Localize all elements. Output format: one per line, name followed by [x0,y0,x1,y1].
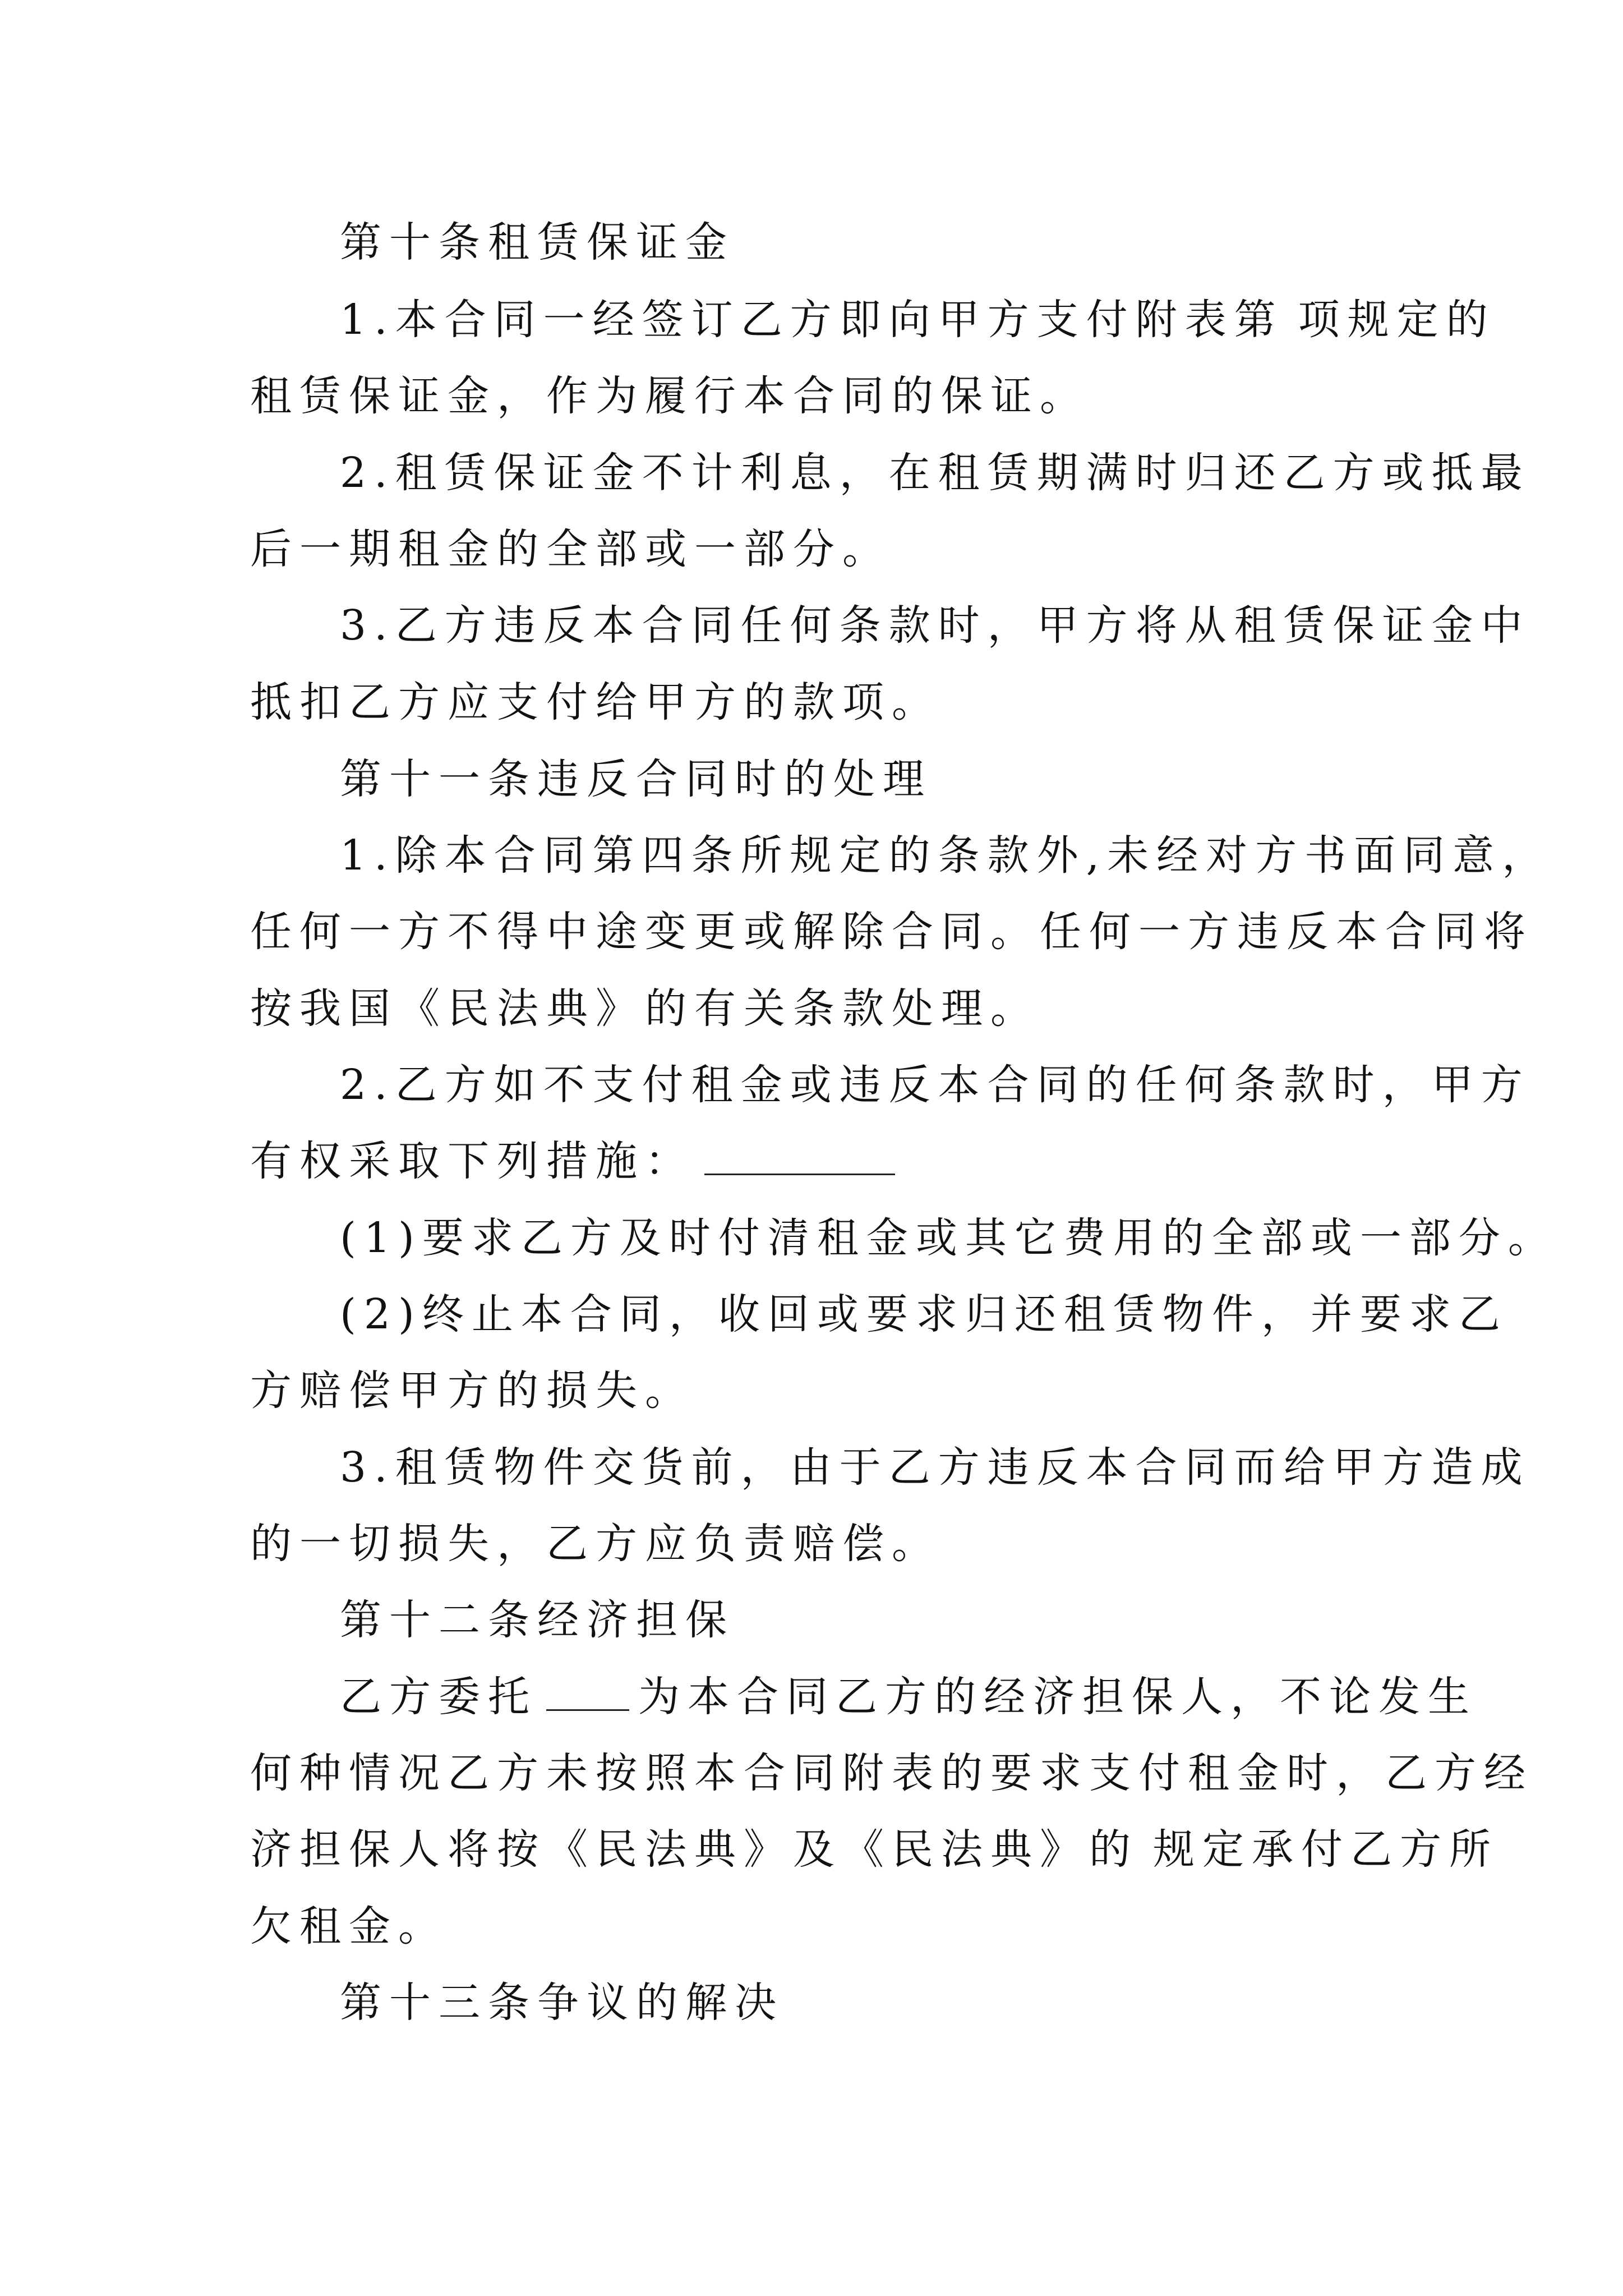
article-11-clause-2-line-2 [250,1133,895,1189]
blank-line [704,1138,895,1175]
article-11-clause-3-line-2: 的一切损失，乙方应负责赔偿。 [250,1520,941,1568]
blank-line [546,1673,629,1711]
article-10-clause-1-text-b: 项规定的 [1298,296,1496,344]
article-12-text-c: 济担保人将按《民法典》及《民法典》的 [250,1825,1138,1874]
article-11-clause-1-line-3: 按我国《民法典》的有关条款处理。 [250,984,1040,1033]
article-10-clause-1-text-a: 1.本合同一经签订乙方即向甲方支付附表第 [340,296,1284,344]
article-11-clause-2-text: 有权采取下列措施： [250,1137,694,1185]
article-10-clause-3-line-2: 抵扣乙方应支付给甲方的款项。 [250,678,941,726]
article-12-para-line-3 [250,1821,1498,1878]
article-12-text-a: 乙方委托 [340,1673,537,1721]
article-11-clause-1-line-2: 任何一方不得中途变更或解除合同。任何一方违反本合同将 [250,908,1533,956]
article-11-measure-2-line-2: 方赔偿甲方的损失。 [250,1366,694,1415]
article-10-clause-3-line-1: 3.乙方违反本合同任何条款时，甲方将从租赁保证金中 [340,601,1530,650]
article-12-para-line-1 [340,1669,1477,1725]
article-11-measure-2-line-1: (2)终止本合同，收回或要求归还租赁物件，并要求乙 [340,1290,1508,1338]
article-10-clause-2-line-1: 2.租赁保证金不计利息，在租赁期满时归还乙方或抵最 [340,449,1530,497]
article-12-text-b: 为本合同乙方的经济担保人，不论发生 [638,1673,1477,1721]
article-10-clause-2-line-2: 后一期租金的全部或一部分。 [250,525,892,573]
article-11-measure-1: (1)要求乙方及时付清租金或其它费用的全部或一部分。 [340,1214,1557,1262]
article-12-text-d: 规定承付乙方所 [1153,1825,1498,1874]
article-11-title: 第十一条违反合同时的处理 [340,755,932,803]
article-11-clause-1-line-1: 1.除本合同第四条所规定的条款外,未经对方书面同意， [340,831,1552,880]
article-12-para-line-2: 何种情况乙方未按照本合同附表的要求支付租金时，乙方经 [250,1749,1533,1797]
article-11-clause-3-line-1: 3.租赁物件交货前，由于乙方违反本合同而给甲方造成 [340,1443,1530,1492]
article-10-clause-1-line-1 [340,292,1496,348]
article-12-title: 第十二条经济担保 [340,1596,735,1644]
article-10-clause-1-line-2: 租赁保证金，作为履行本合同的保证。 [250,372,1089,420]
article-11-clause-2-line-1: 2.乙方如不支付租金或违反本合同的任何条款时，甲方 [340,1061,1530,1109]
article-13-title: 第十三条争议的解决 [340,1978,784,2027]
article-10-title: 第十条租赁保证金 [340,218,735,266]
article-12-para-line-4: 欠租金。 [250,1902,448,1950]
